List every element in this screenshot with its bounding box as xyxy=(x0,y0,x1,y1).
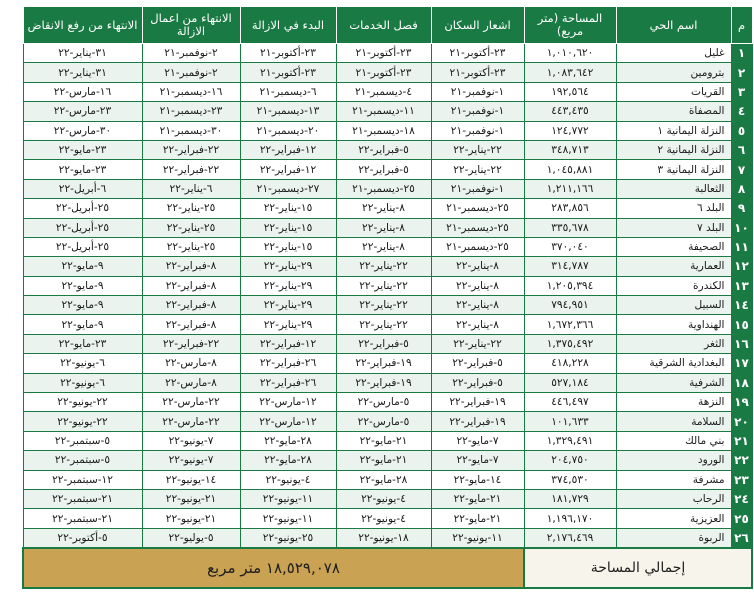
removal-end-date: ٦-يناير-٢٢ xyxy=(142,179,240,198)
removal-start-date: ٢٦-فبراير-٢٢ xyxy=(240,354,336,373)
row-number: ٢٠ xyxy=(731,412,752,431)
services-cut-date: ٢٢-يناير-٢٢ xyxy=(336,276,431,295)
district-name: العمارية xyxy=(616,257,731,276)
debris-end-date: ٢١-سبتمبر-٢٢ xyxy=(23,509,142,528)
area-value: ١,٣٧٥,٤٩٢ xyxy=(524,334,616,353)
header-area: المساحة (متر مربع) xyxy=(524,7,616,44)
table-row xyxy=(23,44,752,63)
district-name: الهنداوية xyxy=(616,315,731,334)
district-name: مشرفة xyxy=(616,470,731,489)
district-name: الثعالبة xyxy=(616,179,731,198)
removal-end-date: ٨-فبراير-٢٢ xyxy=(142,257,240,276)
district-name: السلامة xyxy=(616,412,731,431)
total-row xyxy=(23,548,752,588)
services-cut-date: ٥-فبراير-٢٢ xyxy=(336,160,431,179)
removal-end-date: ٢٢-فبراير-٢٢ xyxy=(142,334,240,353)
area-value: ٤٤٣,٤٣٥ xyxy=(524,102,616,121)
removal-end-date: ٢٢-فبراير-٢٢ xyxy=(142,160,240,179)
debris-end-date: ٢٣-مايو-٢٢ xyxy=(23,140,142,159)
notify-date: ١٩-فبراير-٢٢ xyxy=(431,412,524,431)
district-name: القريات xyxy=(616,82,731,101)
district-name: غليل xyxy=(616,44,731,63)
table-row xyxy=(23,373,752,392)
notify-date: ٢٥-ديسمبر-٢١ xyxy=(431,218,524,237)
notify-date: ١-نوفمبر-٢١ xyxy=(431,179,524,198)
removal-start-date: ١٢-فبراير-٢٢ xyxy=(240,160,336,179)
services-cut-date: ٢٢-يناير-٢٢ xyxy=(336,257,431,276)
notify-date: ١١-يونيو-٢٢ xyxy=(431,528,524,548)
removal-start-date: ١٢-فبراير-٢٢ xyxy=(240,140,336,159)
notify-date: ١-نوفمبر-٢١ xyxy=(431,121,524,140)
table-row xyxy=(23,393,752,412)
row-number: ٢٥ xyxy=(731,509,752,528)
notify-date: ٢٣-أكتوبر-٢١ xyxy=(431,44,524,63)
area-value: ٤٤٦,٤٩٧ xyxy=(524,393,616,412)
row-number: ١٤ xyxy=(731,296,752,315)
table-body xyxy=(23,44,752,549)
row-number: ١٩ xyxy=(731,393,752,412)
total-value: ١٨,٥٢٩,٠٧٨ متر مربع xyxy=(23,548,524,588)
removal-start-date: ١٥-يناير-٢٢ xyxy=(240,199,336,218)
removal-end-date: ٥-يوليو-٢٢ xyxy=(142,528,240,548)
services-cut-date: ٥-فبراير-٢٢ xyxy=(336,140,431,159)
removal-start-date: ٢٧-ديسمبر-٢١ xyxy=(240,179,336,198)
removal-end-date: ٢٥-يناير-٢٢ xyxy=(142,237,240,256)
area-value: ١,٣٢٩,٤٩١ xyxy=(524,431,616,450)
debris-end-date: ٦-يونيو-٢٢ xyxy=(23,354,142,373)
removal-start-date: ٤-يونيو-٢٢ xyxy=(240,470,336,489)
services-cut-date: ٢١-مايو-٢٢ xyxy=(336,431,431,450)
removal-start-date: ٢٩-يناير-٢٢ xyxy=(240,257,336,276)
notify-date: ٨-يناير-٢٢ xyxy=(431,276,524,295)
district-name: النزهة xyxy=(616,393,731,412)
removal-end-date: ٨-مارس-٢٢ xyxy=(142,354,240,373)
removal-start-date: ٢٣-أكتوبر-٢١ xyxy=(240,44,336,63)
row-number: ١١ xyxy=(731,237,752,256)
removal-start-date: ١٣-ديسمبر-٢١ xyxy=(240,102,336,121)
notify-date: ٨-يناير-٢٢ xyxy=(431,257,524,276)
services-cut-date: ٤-ديسمبر-٢١ xyxy=(336,82,431,101)
row-number: ١٥ xyxy=(731,315,752,334)
debris-end-date: ٢٢-يونيو-٢٢ xyxy=(23,393,142,412)
district-name: بني مالك xyxy=(616,431,731,450)
removal-start-date: ٢٩-يناير-٢٢ xyxy=(240,296,336,315)
services-cut-date: ٥-فبراير-٢٢ xyxy=(336,334,431,353)
removal-start-date: ٢٦-فبراير-٢٢ xyxy=(240,373,336,392)
district-name: الرحاب xyxy=(616,489,731,508)
notify-date: ٨-يناير-٢٢ xyxy=(431,296,524,315)
services-cut-date: ٢٣-أكتوبر-٢١ xyxy=(336,63,431,82)
area-value: ١٠١,٦٣٣ xyxy=(524,412,616,431)
notify-date: ٢٢-يناير-٢٢ xyxy=(431,140,524,159)
notify-date: ٢٢-يناير-٢٢ xyxy=(431,334,524,353)
area-value: ٢٨٣,٨٥٦ xyxy=(524,199,616,218)
services-cut-date: ٤-يونيو-٢٢ xyxy=(336,489,431,508)
table-row xyxy=(23,140,752,159)
services-cut-date: ١٨-ديسمبر-٢١ xyxy=(336,121,431,140)
notify-date: ١-نوفمبر-٢١ xyxy=(431,102,524,121)
header-end-removal: الانتهاء من اعمال الازالة xyxy=(142,7,240,44)
debris-end-date: ٢٢-يونيو-٢٢ xyxy=(23,412,142,431)
district-name: بترومين xyxy=(616,63,731,82)
area-value: ٣٧٤,٥٣٠ xyxy=(524,470,616,489)
table-row xyxy=(23,121,752,140)
row-number: ٢٦ xyxy=(731,528,752,548)
header-start: البدء في الازالة xyxy=(240,7,336,44)
district-name: النزلة اليمانية ٢ xyxy=(616,140,731,159)
services-cut-date: ٢٣-أكتوبر-٢١ xyxy=(336,44,431,63)
row-number: ٩ xyxy=(731,199,752,218)
debris-end-date: ٢٣-مايو-٢٢ xyxy=(23,334,142,353)
removal-start-date: ٢٨-مايو-٢٢ xyxy=(240,451,336,470)
table-row xyxy=(23,63,752,82)
debris-end-date: ٢١-سبتمبر-٢٢ xyxy=(23,489,142,508)
area-value: ١,٠٤٥,٨٨١ xyxy=(524,160,616,179)
district-name: البلد ٦ xyxy=(616,199,731,218)
header-row xyxy=(23,7,752,44)
row-number: ٣ xyxy=(731,82,752,101)
area-value: ٤١٨,٢٢٨ xyxy=(524,354,616,373)
row-number: ٨ xyxy=(731,179,752,198)
row-number: ٧ xyxy=(731,160,752,179)
header-end-debris: الانتهاء من رفع الانقاض xyxy=(23,7,142,44)
services-cut-date: ٨-يناير-٢٢ xyxy=(336,218,431,237)
area-value: ٢,١٧٦,٤٦٩ xyxy=(524,528,616,548)
debris-end-date: ٣٠-مارس-٢٢ xyxy=(23,121,142,140)
notify-date: ٢١-مايو-٢٢ xyxy=(431,509,524,528)
removal-end-date: ٢-نوفمبر-٢١ xyxy=(142,63,240,82)
debris-end-date: ٥-أكتوبر-٢٢ xyxy=(23,528,142,548)
services-cut-date: ١٩-فبراير-٢٢ xyxy=(336,354,431,373)
row-number: ٢٤ xyxy=(731,489,752,508)
area-value: ٣١٤,٧٨٧ xyxy=(524,257,616,276)
district-name: الثغر xyxy=(616,334,731,353)
debris-end-date: ١٦-مارس-٢٢ xyxy=(23,82,142,101)
area-value: ٣٣٥,٦٧٨ xyxy=(524,218,616,237)
notify-date: ٢٥-ديسمبر-٢١ xyxy=(431,237,524,256)
debris-end-date: ٢٣-مارس-٢٢ xyxy=(23,102,142,121)
removal-end-date: ١٦-ديسمبر-٢١ xyxy=(142,82,240,101)
area-value: ١٨١,٧٢٩ xyxy=(524,489,616,508)
debris-end-date: ٩-مايو-٢٢ xyxy=(23,257,142,276)
district-name: البغدادية الشرقية xyxy=(616,354,731,373)
removal-end-date: ٨-فبراير-٢٢ xyxy=(142,276,240,295)
table-row xyxy=(23,237,752,256)
row-number: ٤ xyxy=(731,102,752,121)
table-row xyxy=(23,199,752,218)
services-cut-date: ٢٥-ديسمبر-٢١ xyxy=(336,179,431,198)
services-cut-date: ٢٢-يناير-٢٢ xyxy=(336,315,431,334)
demolition-schedule-table xyxy=(22,6,753,589)
district-name: النزلة اليمانية ١ xyxy=(616,121,731,140)
removal-start-date: ١٥-يناير-٢٢ xyxy=(240,218,336,237)
removal-end-date: ٢٢-فبراير-٢٢ xyxy=(142,140,240,159)
removal-start-date: ٢٨-مايو-٢٢ xyxy=(240,431,336,450)
services-cut-date: ٥-مارس-٢٢ xyxy=(336,393,431,412)
removal-end-date: ٢٢-مارس-٢٢ xyxy=(142,412,240,431)
removal-end-date: ٨-مارس-٢٢ xyxy=(142,373,240,392)
removal-start-date: ١٢-مارس-٢٢ xyxy=(240,393,336,412)
row-number: ٢٢ xyxy=(731,451,752,470)
area-value: ١,٠٨٣,٦٤٢ xyxy=(524,63,616,82)
services-cut-date: ٢١-مايو-٢٢ xyxy=(336,451,431,470)
district-name: العزيزية xyxy=(616,509,731,528)
district-name: الكندرة xyxy=(616,276,731,295)
area-value: ٢٠٤,٧٥٠ xyxy=(524,451,616,470)
table-row xyxy=(23,334,752,353)
area-value: ٣٤٨,٧١٣ xyxy=(524,140,616,159)
removal-end-date: ٢٥-يناير-٢٢ xyxy=(142,218,240,237)
services-cut-date: ٢٢-يناير-٢٢ xyxy=(336,296,431,315)
removal-end-date: ١٤-يونيو-٢٢ xyxy=(142,470,240,489)
removal-end-date: ٨-فبراير-٢٢ xyxy=(142,315,240,334)
area-value: ٥٢٧,١٨٤ xyxy=(524,373,616,392)
debris-end-date: ٩-مايو-٢٢ xyxy=(23,315,142,334)
area-value: ١,٠١٠,٦٢٠ xyxy=(524,44,616,63)
area-value: ١,١٩٦,١٧٠ xyxy=(524,509,616,528)
row-number: ١٣ xyxy=(731,276,752,295)
notify-date: ٢١-مايو-٢٢ xyxy=(431,489,524,508)
services-cut-date: ٤-يونيو-٢٢ xyxy=(336,509,431,528)
row-number: ١٠ xyxy=(731,218,752,237)
district-name: المصفاة xyxy=(616,102,731,121)
removal-start-date: ٢٥-يونيو-٢٢ xyxy=(240,528,336,548)
table-row xyxy=(23,509,752,528)
removal-start-date: ٢٩-يناير-٢٢ xyxy=(240,315,336,334)
area-value: ١٢٤,٧٧٢ xyxy=(524,121,616,140)
table-row xyxy=(23,218,752,237)
services-cut-date: ٨-يناير-٢٢ xyxy=(336,199,431,218)
services-cut-date: ١٩-فبراير-٢٢ xyxy=(336,373,431,392)
removal-end-date: ٢٢-مارس-٢٢ xyxy=(142,393,240,412)
district-name: الربوة xyxy=(616,528,731,548)
notify-date: ١٩-فبراير-٢٢ xyxy=(431,393,524,412)
removal-start-date: ٦-ديسمبر-٢١ xyxy=(240,82,336,101)
district-name: الورود xyxy=(616,451,731,470)
table-row xyxy=(23,296,752,315)
notify-date: ٨-يناير-٢٢ xyxy=(431,315,524,334)
debris-end-date: ٢٥-أبريل-٢٢ xyxy=(23,237,142,256)
row-number: ٢٣ xyxy=(731,470,752,489)
removal-end-date: ٧-يونيو-٢٢ xyxy=(142,431,240,450)
debris-end-date: ٥-سبتمبر-٢٢ xyxy=(23,451,142,470)
removal-start-date: ٢٠-ديسمبر-٢١ xyxy=(240,121,336,140)
table-row xyxy=(23,179,752,198)
debris-end-date: ١٢-سبتمبر-٢٢ xyxy=(23,470,142,489)
row-number: ٢١ xyxy=(731,431,752,450)
row-number: ١٨ xyxy=(731,373,752,392)
area-value: ١,٢٠٥,٣٩٤ xyxy=(524,276,616,295)
district-name: البلد ٧ xyxy=(616,218,731,237)
row-number: ١٧ xyxy=(731,354,752,373)
removal-end-date: ٢١-يونيو-٢٢ xyxy=(142,489,240,508)
services-cut-date: ١١-ديسمبر-٢١ xyxy=(336,102,431,121)
debris-end-date: ٥-سبتمبر-٢٢ xyxy=(23,431,142,450)
notify-date: ٢٣-أكتوبر-٢١ xyxy=(431,63,524,82)
debris-end-date: ٦-يونيو-٢٢ xyxy=(23,373,142,392)
removal-start-date: ٢٩-يناير-٢٢ xyxy=(240,276,336,295)
district-name: الصحيفة xyxy=(616,237,731,256)
table-row xyxy=(23,102,752,121)
row-number: ١ xyxy=(731,44,752,63)
district-name: الشرفية xyxy=(616,373,731,392)
notify-date: ٥-فبراير-٢٢ xyxy=(431,373,524,392)
row-number: ١٦ xyxy=(731,334,752,353)
area-value: ٣٧٠,٠٤٠ xyxy=(524,237,616,256)
removal-end-date: ٧-يونيو-٢٢ xyxy=(142,451,240,470)
row-number: ٥ xyxy=(731,121,752,140)
notify-date: ٧-مايو-٢٢ xyxy=(431,451,524,470)
district-name: السبيل xyxy=(616,296,731,315)
notify-date: ٧-مايو-٢٢ xyxy=(431,431,524,450)
table-row xyxy=(23,431,752,450)
debris-end-date: ٣١-يناير-٢٢ xyxy=(23,63,142,82)
removal-start-date: ١٢-مارس-٢٢ xyxy=(240,412,336,431)
removal-end-date: ٣٠-ديسمبر-٢١ xyxy=(142,121,240,140)
row-number: ١٢ xyxy=(731,257,752,276)
removal-end-date: ٢٥-يناير-٢٢ xyxy=(142,199,240,218)
debris-end-date: ٢٣-مايو-٢٢ xyxy=(23,160,142,179)
table-row xyxy=(23,528,752,548)
header-cut: فصل الخدمات xyxy=(336,7,431,44)
removal-end-date: ٢١-يونيو-٢٢ xyxy=(142,509,240,528)
table-row xyxy=(23,354,752,373)
table-row xyxy=(23,315,752,334)
area-value: ١٩٢,٥٦٤ xyxy=(524,82,616,101)
header-name: اسم الحي xyxy=(616,7,731,44)
table-row xyxy=(23,470,752,489)
table-row xyxy=(23,82,752,101)
services-cut-date: ١٨-يونيو-٢٢ xyxy=(336,528,431,548)
removal-start-date: ١١-يونيو-٢٢ xyxy=(240,509,336,528)
debris-end-date: ٢٥-أبريل-٢٢ xyxy=(23,199,142,218)
removal-start-date: ٢٣-أكتوبر-٢١ xyxy=(240,63,336,82)
table-row xyxy=(23,412,752,431)
removal-start-date: ١٥-يناير-٢٢ xyxy=(240,237,336,256)
debris-end-date: ٣١-يناير-٢٢ xyxy=(23,44,142,63)
area-value: ١,٦٧٢,٣٦٦ xyxy=(524,315,616,334)
removal-end-date: ٢-نوفمبر-٢١ xyxy=(142,44,240,63)
removal-end-date: ٢٣-ديسمبر-٢١ xyxy=(142,102,240,121)
removal-end-date: ٨-فبراير-٢٢ xyxy=(142,296,240,315)
table-row xyxy=(23,160,752,179)
row-number: ٢ xyxy=(731,63,752,82)
total-label: إجمالي المساحة xyxy=(524,548,752,588)
area-value: ١,٢١١,١٦٦ xyxy=(524,179,616,198)
debris-end-date: ٩-مايو-٢٢ xyxy=(23,296,142,315)
area-value: ٧٩٤,٩٥١ xyxy=(524,296,616,315)
notify-date: ١-نوفمبر-٢١ xyxy=(431,82,524,101)
services-cut-date: ٢٨-مايو-٢٢ xyxy=(336,470,431,489)
notify-date: ٥-فبراير-٢٢ xyxy=(431,354,524,373)
removal-start-date: ١٢-فبراير-٢٢ xyxy=(240,334,336,353)
services-cut-date: ٥-مارس-٢٢ xyxy=(336,412,431,431)
removal-start-date: ١١-يونيو-٢٢ xyxy=(240,489,336,508)
notify-date: ٢٥-ديسمبر-٢١ xyxy=(431,199,524,218)
district-name: النزلة اليمانية ٣ xyxy=(616,160,731,179)
notify-date: ١٤-مايو-٢٢ xyxy=(431,470,524,489)
row-number: ٦ xyxy=(731,140,752,159)
header-num: م xyxy=(731,7,752,44)
header-notify: اشعار السكان xyxy=(431,7,524,44)
services-cut-date: ٨-يناير-٢٢ xyxy=(336,237,431,256)
debris-end-date: ٦-أبريل-٢٢ xyxy=(23,179,142,198)
table-row xyxy=(23,451,752,470)
table-row xyxy=(23,257,752,276)
table-row xyxy=(23,489,752,508)
notify-date: ٢٢-يناير-٢٢ xyxy=(431,160,524,179)
table-row xyxy=(23,276,752,295)
debris-end-date: ٩-مايو-٢٢ xyxy=(23,276,142,295)
debris-end-date: ٢٥-أبريل-٢٢ xyxy=(23,218,142,237)
